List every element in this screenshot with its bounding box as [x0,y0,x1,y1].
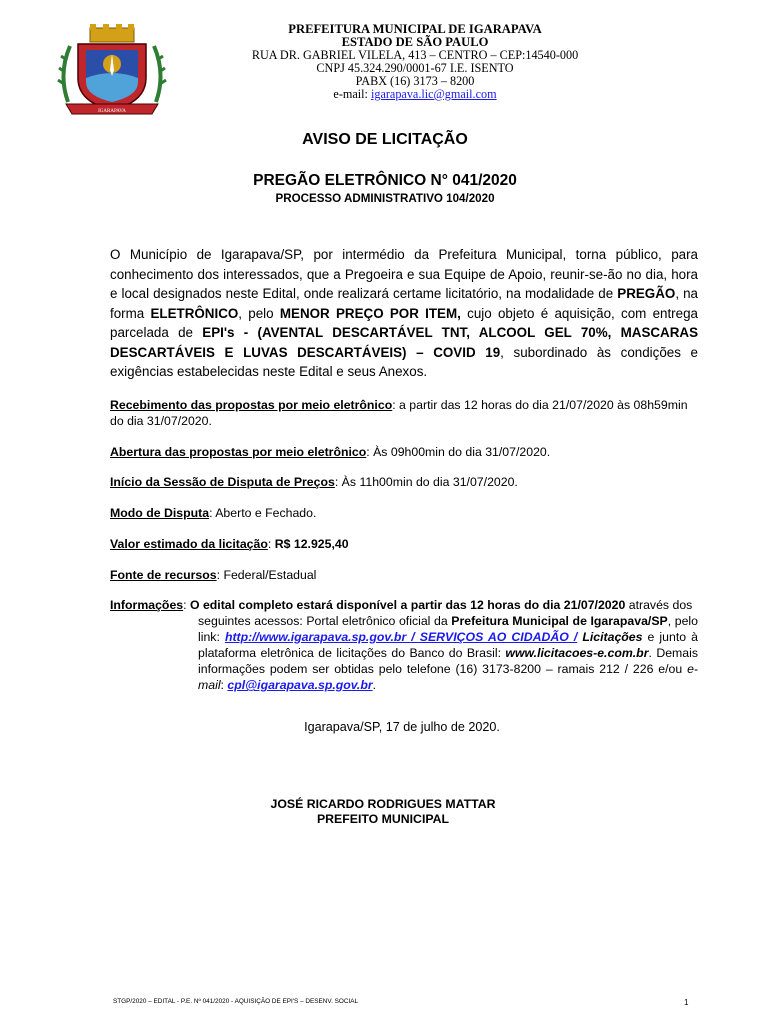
signature-block [0,797,766,827]
pregao-number: PREGÃO ELETRÔNICO N° 041/2020 [253,172,517,189]
abertura-label: Abertura das propostas por meio eletrônico [110,445,367,459]
intro-text-3: , pelo [238,305,280,321]
field-inicio [110,474,698,490]
letterhead-state: ESTADO DE SÃO PAULO [341,35,489,49]
letterhead-cnpj: CNPJ 45.324.290/0001-67 I.E. ISENTO [316,61,514,75]
signatory-name: JOSÉ RICARDO RODRIGUES MATTAR [270,797,496,811]
info-label: Informações [110,598,184,612]
intro-text-2: , na forma [110,286,698,321]
field-modo [110,505,698,521]
valor-value: R$ 12.925,40 [274,537,349,551]
info-prefeitura: Prefeitura Municipal de Igarapava/SP [451,614,668,628]
fonte-value: : Federal/Estadual [216,568,317,582]
letterhead-email-line [190,88,640,101]
page-number: 1 [684,998,689,1007]
info-indented [110,613,698,693]
inicio-label: Início da Sessão de Disputa de Preços [110,475,335,489]
svg-text:IGARAPAVA: IGARAPAVA [98,109,126,114]
info-text-1: através dos [625,598,693,612]
email-link[interactable]: igarapava.lic@gmail.com [370,87,497,101]
valor-label: Valor estimado da licitação [110,537,268,551]
info-licitacoes: Licitações [582,630,643,644]
inicio-value: : Às 11h00min do dia 31/07/2020. [334,475,518,489]
intro-text-5: , subordinado às condições e exigências estabelecidas neste Edital e seus Anexos. [110,344,699,379]
modo-value: : Aberto e Fechado. [209,506,317,520]
info-availability: O edital completo estará disponível a partir das 12 horas do dia 21/07/2020 [189,598,626,612]
recebimento-label: Recebimento das propostas por meio eletrônico [110,398,393,412]
field-fonte [110,567,698,583]
intro-paragraph [110,245,698,382]
abertura-value: : Às 09h00min do dia 31/07/2020. [366,445,551,459]
info-text-5: e junto à plataforma eletrônica de licitações do Banco do Brasil: [198,630,698,660]
info-block [110,597,698,693]
info-text-6: . Demais informações podem ser obtidas pelo telefone (16) 3173-8200 – ramais 212 / 226 e/ou [198,646,699,676]
coat-of-arms-icon [56,24,168,116]
fonte-label: Fonte de recursos [110,568,217,582]
info-text-2: seguintes acessos: Portal eletrônico oficial da [198,614,452,628]
footer-reference: STGP/2020 – EDITAL - P.E. Nº 041/2020 - AQUISIÇÃO DE EPI'S – DESENV. SOCIAL [113,998,359,1005]
intro-modalidade: PREGÃO [617,286,676,301]
letterhead-city-hall: PREFEITURA MUNICIPAL DE IGARAPAVA [288,22,542,36]
signatory-role: PREFEITO MUNICIPAL [316,812,450,826]
modo-label: Modo de Disputa [110,506,210,520]
processo-number: PROCESSO ADMINISTRATIVO 104/2020 [275,192,495,205]
letterhead-phone: PABX (16) 3173 – 8200 [355,74,475,88]
recebimento-value: : a partir das 12 horas do dia 21/07/2020 às 08h59min do dia 31/07/2020. [110,398,688,428]
info-bb-platform: www.licitacoes-e.com.br [505,646,649,660]
letterhead-address: RUA DR. GABRIEL VILELA, 413 – CENTRO – CEP:14540-000 [251,48,579,62]
field-abertura [110,444,698,460]
intro-text-4: cujo objeto é aquisição, com entrega parcelada de [110,305,698,340]
info-sep: : [183,598,190,612]
email-label: e-mail: [333,87,371,101]
notice-title: AVISO DE LICITAÇÃO [302,131,468,148]
letterhead [190,23,640,101]
info-text-8: . [372,678,377,692]
valor-sep: : [267,537,275,551]
info-text-3: , pelo link: [198,614,698,644]
intro-criterio: MENOR PREÇO POR ITEM, [279,305,461,321]
field-recebimento [110,397,698,429]
intro-text-1: O Município de Igarapava/SP, por intermédio da Prefeitura Municipal, torna público, para conhecimento dos interessados, que a Pregoeira e sua Equipe de Apoio, reunir-se-ão no dia, hora e local designados neste Edital, onde realizará certame licitatório, na modalidade de [110,247,698,301]
field-valor [110,536,698,552]
intro-forma: ELETRÔNICO [150,305,239,321]
intro-objeto: EPI's - (AVENTAL DESCARTÁVEL TNT, ALCOOL GEL 70%, MASCARAS DESCARTÁVEIS E LUVAS DESCARTÁVEIS) – COVID 19 [110,325,699,360]
info-email-word: e-mail [198,662,698,692]
cpl-email-link[interactable]: cpl@igarapava.sp.gov.br [227,678,373,692]
portal-link[interactable]: http://www.igarapava.sp.gov.br / SERVIÇOS AO CIDADÃO / [224,630,578,644]
date-line: Igarapava/SP, 17 de julho de 2020. [304,720,500,734]
info-text-7: : [220,678,228,692]
